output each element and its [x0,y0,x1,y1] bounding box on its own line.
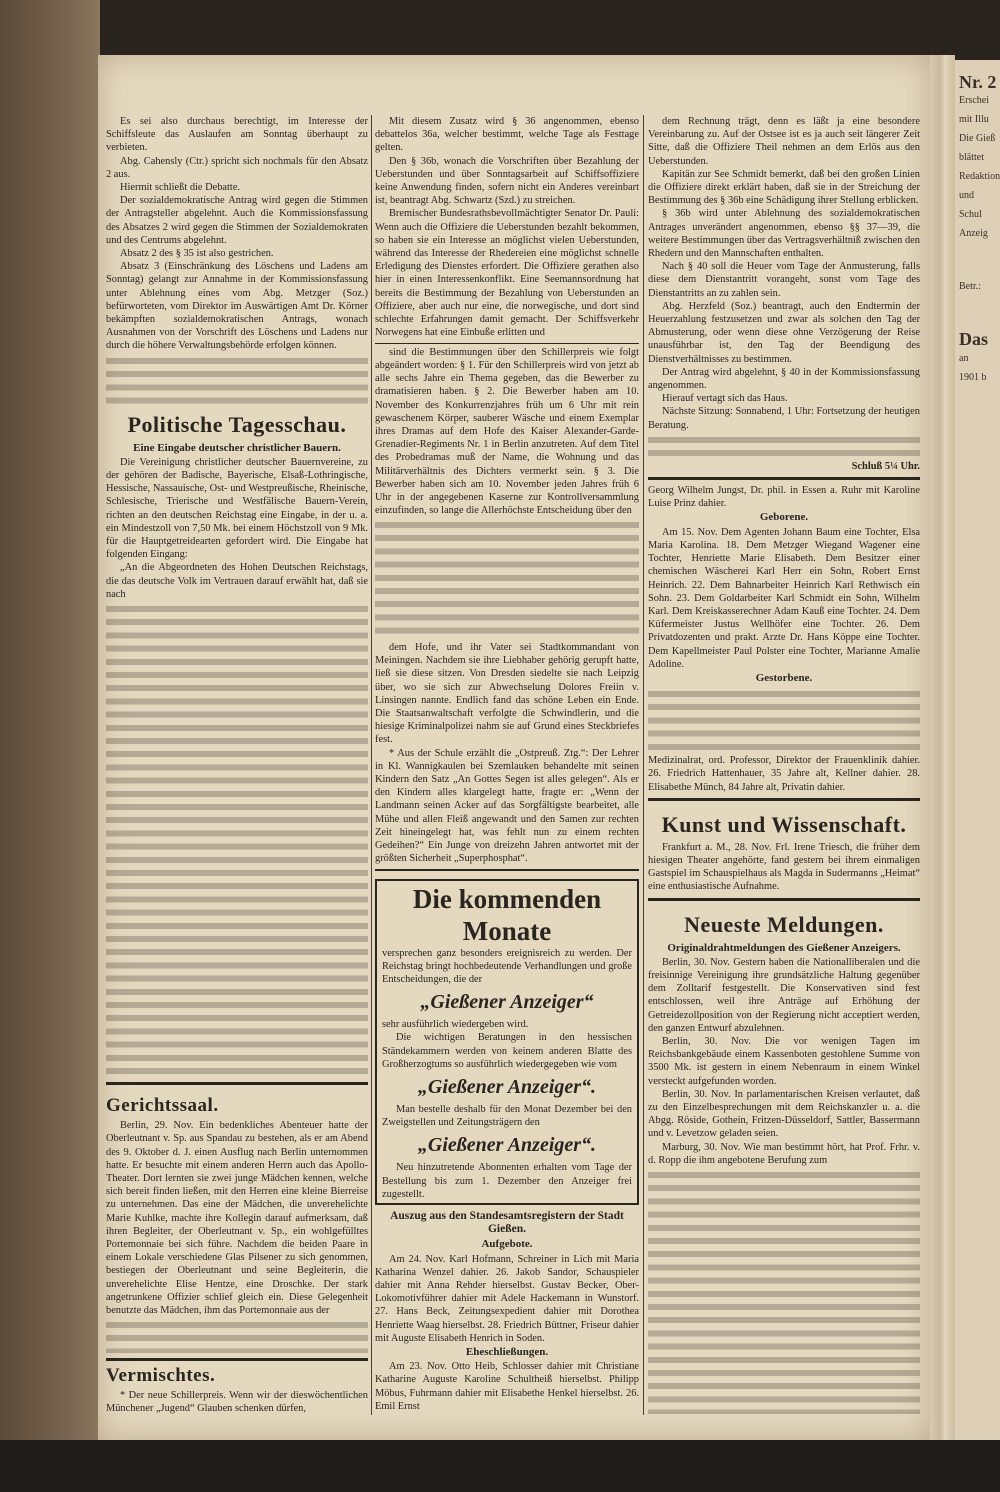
subsection-title: Aufgebote. [481,1238,533,1251]
aufgebote-text: Am 24. Nov. Karl Hofmann, Schreiner in Lich mit Maria Katharina Wenzel dahier. 26. Jakob Sandor, Schauspieler dahier mit Anna Rehder hierselbst. Gustav Becker, Ober-Lokomotivführer dahier mit Adele Hackemann in Wunstorf. 27. Hans Beck, Zeitungsexpedient dahier mit Dorothea Henriette Waag hierselbst. 28. Friedrich Büttner, Friseur dahier mit Auguste Elisabeth Henrich in Soden. [375,1253,639,1344]
section-title-neueste-meldungen: Neueste Meldungen. [684,911,884,937]
illegible-text [648,687,920,753]
paragraph: Hiermit schließt die Debatte. [120,182,241,194]
paragraph: Der sozialdemokratische Antrag wird gegen die Stimmen der Antragsteller abgelehnt. Auch die Kommissionsfassung des Absatzes 2 wird gegen die Stimmen der Sozialdemokraten und des Centrums abgelehnt. [106,195,368,246]
gestorbene-text: Medizinalrat, ord. Professor, Direktor der Frauenklinik dahier. 26. Friedrich Hattenhauer, 35 Jahre alt, Kellner dahier. 28. Elisabethe Münch, 84 Jahre alt, Privatin dahier. [648,755,920,793]
reichstag-report-cont [375,115,639,339]
adjacent-page-text: und [959,190,974,201]
adjacent-page-text: 1901 b [959,372,987,383]
adjacent-page-text: Anzeig [959,228,988,239]
subsection-title: Geborene. [759,511,809,524]
section-divider [106,1358,368,1361]
paragraph: Bremischer Bundesrathsbevollmächtigter Senator Dr. Pauli: Wenn auch die Offiziere die Ueberstunden bezahlt bekommen, so haben sie ein Interesse an möglichst vielen Ueberstunden, während das Interesse der Rhedereien eine möglichst schnelle Erledigung des Dienstes erfordert. Die Offiziere gerathen also hier in einen Interessenkonflikt. Eine Seemannsordnung hat bereits die Bestimmung der Bezahlung von Ueberstunden an Offiziere, aber auch nur eine, die norwegische, und dort sind schlechte Erfahrungen damit gemacht. Der Schiffsverkehr Norwegens hat eine Einbuße erlitten und [375,208,639,339]
section-title-gerichtssaal: Gerichtssaal. [106,1095,219,1117]
eheschliessungen-text: Am 23. Nov. Otto Heib, Schlosser dahier mit Christiane Katharine Auguste Karoline Schultheiß hierselbst. Philipp Möbus, Fuhrmann dahier mit Elisabethe Henkel hierselbst. 26. Emil Ernst [375,1361,639,1412]
paragraph: Berlin, 30. Nov. Gestern haben die Nationalliberalen und die freisinnige Vereinigung ihre grundsätzliche Haltung gegenüber dem Zolltarif festgestellt. Die Konservativen sind fest entschlossen, weil ihre Anträge auf Erhöhung der Getreidezollposition von der Regierung nicht acceptiert werden, den ganzen Entwurf abzulehnen. [648,956,920,1034]
paragraph: Absatz 2 des § 35 ist also gestrichen. [120,248,274,260]
article-subtitle: Originaldrahtmeldungen des Gießener Anzeigers. [667,941,901,954]
illegible-text [648,433,920,459]
paragraph: § 36b wird unter Ablehnung des sozialdemokratischen Antrages unverändert angenommen, ebenso §§ 37—39, die weitere Bestimmungen über das Vertragsverhältniß zwischen den Rhedern und den Mannschaften enthalten. [648,208,920,260]
paragraph: Die Vereinigung christlicher deutscher Bauernvereine, zu der gehören der Badische, Bayerische, Elsaß-Lothringische, Hessische, Nassauische, Ost- und Westpreußische, Rheinische, Schlesische, Trierische und Westfälische Bauern-Verein, richten an den deutschen Reichstag eine Eingabe, in der u. a. ein Mindestzoll von 7,50 Mk. bei einem Höchstzoll von 9 Mk. für die Hauptgetreidearten gefordert wird. Die Eingabe hat folgenden Eingang: [106,456,368,561]
section-divider [648,798,920,801]
standesamt-cont: Georg Wilhelm Jungst, Dr. phil. in Essen a. Ruhr mit Karoline Luise Prinz dahier. [648,485,920,510]
paragraph: Marburg, 30. Nov. Wie man bestimmt hört, hat Prof. Frhr. v. d. Ropp die ihm angebotene Berufung zum [648,1141,920,1166]
adjacent-page-text: mit Illu [959,114,989,125]
adjacent-page-text: Das [959,329,989,349]
news-wires [648,956,920,1167]
scan-background-bottom [0,1440,1000,1492]
paragraph: Absatz 3 (Einschränkung des Löschens und Ladens am Sonntag) gelangt zur Annahme in der Kommissionsfassung unter Ablehnung eines vom Abg. Metzger (Soz.) befürworteten, vom Direktor im Auswärtigen Amt Dr. Körner bekämpften sozialdemokratischen Antrags, wonach Ausnahmen von der Vorschrift des Löschens und Ladens nur durch die höhere Verwaltungsbehörde erfolgen können. [106,261,368,352]
schillerpreis-article [375,346,639,518]
ad-headline: Die kommenden Monate [412,883,602,946]
section-divider [375,869,639,870]
section-title-vermischtes: Vermischtes. [106,1364,216,1386]
column-1 [106,115,368,1415]
paragraph: Abg. Cahensly (Ctr.) spricht sich nochmals für den Absatz 2 aus. [106,155,368,180]
paragraph: Hierauf vertagt sich das Haus. [662,393,788,405]
subsection-title: Gestorbene. [755,671,813,684]
session-close-time: Schluß 5¼ Uhr. [851,460,920,472]
adjacent-page-text: an [959,353,969,364]
kunst-text: Frankfurt a. M., 28. Nov. Frl. Irene Triesch, die früher dem hiesigen Theater angehörte, fand gestern bei ihrem einmaligen Gastspiel im Schauspielhaus als Magda in Sudermanns „Heimat“ eine enthusiastische Aufnahme. [648,841,920,893]
paragraph: Kapitän zur See Schmidt bemerkt, daß bei den großen Linien die Offiziere direkt erklärt haben, daß sie in der Streichung der Bestimmung des § 36b eine Schädigung ihrer Stellung erblicken. [648,168,920,207]
paragraph: Den § 36b, wonach die Vorschriften über Bezahlung der Ueberstunden und über Sonntagsarbeit auf Schiffsoffiziere keine Anwendung finden, sofern nicht ein Anderes vereinbart ist, beantragt Abg. Schwartz (Szd.) zu streichen. [375,155,639,207]
adjacent-page-text: Erschei [959,95,989,106]
paragraph: Es sei also durchaus berechtigt, im Interesse der Schiffsleute das Auslaufen am Sonntag überhaupt zu verbieten. [106,116,368,154]
newspaper-name: „Gießener Anzeiger“ [420,991,594,1014]
adjacent-page [955,60,1000,1440]
scan-background-left [0,0,100,1492]
subsection-title: Eheschließungen. [465,1346,549,1358]
paragraph: Berlin, 29. Nov. Ein bedenkliches Abenteuer hatte der Oberleutnant v. Sp. aus Spandau zu bestehen, als er am Abend des 9. Oktober d. J. einen Ausflug nach Berlin unternommen hatte. Er besuchte mit einem anderen Herrn auch das Apollo-Theater. Dort lernten sie zwei junge Mädchen kennen, welche sich bereit finden ließen, mit den Herren eine kleine Bierreise zu unternehmen. Das eine der Mädchen, die unverehelichte Marie Kuhlke, machte ihre Kollegin darauf aufmerksam, daß ihren Begleiter, der Oberleutnant v. Sp., ein wohlgefülltes Portemonnaie bei sich führe. Nachdem die beiden Paare in einem Lokale verschiedene Glas Pilsener zu sich genommen, bestiegen der Oberleutnant und seine Begleiterin, die unverehelichte Elise Hentze, eine Droschke. Der stark angetrunkene Offizier schlief gleich ein. Diese Gelegenheit benutzte das Mädchen, ihm das Portemonnaie aus der [106,1120,368,1316]
paragraph: Mit diesem Zusatz wird § 36 angenommen, ebenso debattelos 36a, welcher bestimmt, welche Tage als Festtage gelten. [375,116,639,154]
ad-text: Neu hinzutretende Abonnenten erhalten vom Tage der Bestellung bis zum 1. Dezember den Anzeiger frei zugestellt. [382,1162,632,1200]
ad-text: sehr ausführlich wiedergeben wird. [382,1019,529,1031]
subscription-advertisement [375,879,639,1205]
reichstag-report-cont [648,115,920,432]
paragraph: „An die Abgeordneten des Hohen Deutschen Reichstags, die das deutsche Volk im Vertrauen darauf erwählt hat, daß sie nach [106,562,368,600]
section-title-politische-tagesschau: Politische Tagesschau. [127,411,347,437]
adjacent-page-text: blättet [959,152,984,163]
paragraph: dem Rechnung trägt, denn es läßt ja eine besondere Vereinbarung zu. Auf der Ostsee ist es ja auch seit längerer Zeit Sitte, daß die Offiziere Theil nehmen an dem Erlös aus den Ueberstunden. [648,116,920,167]
ad-text: Man bestelle deshalb für den Monat Dezember bei den Zweigstellen und Zeitungsträgern den [382,1103,632,1129]
illegible-text [106,354,368,404]
ad-text: Die wichtigen Beratungen in den hessischen Ständekammern werden von keinem anderen Blatte des Großherzogtums so ausführlich wiedergegeben wie vom [382,1032,632,1070]
section-title-kunst: Kunst und Wissenschaft. [661,811,907,837]
column-3 [648,115,920,1415]
page-gutter [930,55,955,1440]
column-2 [375,115,639,1415]
section-divider [106,1082,368,1085]
section-divider [648,898,920,901]
paragraph: dem Hofe, und ihr Vater sei Stadtkommandant von Meiningen. Nachdem sie ihre Liebhaber gehörig gerupft hatte, ließ sie diese sitzen. Von Dresden siedelte sie nach Leipzig über, wo sie sich zur Abwechselung Dolores Freiin v. Linsingen nannte. Endlich fand das schöne Leben ein Ende. Die Staatsanwaltschaft verfolgte die Schwindlerin, und die hiesige Kriminalpolizei nahm sie auf Grund eines Steckbriefes fest. [375,641,639,746]
paragraph: * Der neue Schillerpreis. Wenn wir der dieswöchentlichen Münchener „Jugend“ Glauben schenken dürfen, [106,1389,368,1414]
adjacent-page-text: Betr.: [959,281,981,292]
article-subtitle: Eine Eingabe deutscher christlicher Bauern. [133,441,341,454]
illegible-text [106,602,368,1077]
illegible-text [375,518,639,640]
column-rule [643,115,644,1415]
adjacent-page-text: Schul [959,209,982,220]
paragraph: sind die Bestimmungen über den Schillerpreis wie folgt abgeändert worden: § 1. Für den Schillerpreis wird von jetzt ab alle sechs Jahre ein Thema gegeben, das die Bewerber zu dramatisieren haben. § 2. Die Bewerber haben am 10. November des Konkurrenzjahres früh um 6 Uhr mit rein gewaschenem Körper, sauberer Wäsche und einem Exemplar ihres Dramas auf dem Hofe des Kaiser Alexander-Garde-Grenadier-Regiments Nr. 1 in Berlin anzutreten. Auf dem Titel des Probedramas muß der Name, die Wohnung und das Militärverhältnis des Dichters vermerkt sein. § 3. Die Bewerber haben sich am 10. November jeden Jahres früh 6 Uhr in der angegebenen Kaserne zur Kontrollversammlung einzufinden, so lange die Allerhöchste Entscheidung über den [375,346,639,517]
paragraph: Nächste Sitzung: Sonnabend, 1 Uhr: Fortsetzung der heutigen Beratung. [648,406,920,431]
article-body [106,456,368,601]
illegible-text [106,1318,368,1352]
article-body [106,1389,368,1415]
illegible-text [648,1168,920,1414]
newspaper-name: „Gießener Anzeiger“. [417,1134,597,1157]
section-title-standesamt: Auszug aus den Standesamtsregistern der Stadt Gießen. [390,1209,624,1236]
newspaper-name: „Gießener Anzeiger“. [417,1075,597,1098]
section-divider [648,477,920,480]
paragraph: * Aus der Schule erzählt die „Ostpreuß. Ztg.“: Der Lehrer in Kl. Wannigkaulen bei Szemlauken behandelte mit seinen Kindern den Satz „An Gottes Segen ist alles gelegen“. Als er den Kindern alles klargelegt hatte, fragte er: „Wenn der Landmann seinen Acker auf das Sorgfältigste bearbeitet, alle Mühe und allen Fleiß angewandt und den Samen zur rechten Zeit hineingelegt hat, was fehlt nun zu einem rechten Gedeihen?“ Ein Junge von dreizehn Jahren antwortet mit der größten Sicherheit „Superphosphat“. [375,747,639,865]
paragraph: Berlin, 30. Nov. In parlamentarischen Kreisen verlautet, daß zu den Einzelbesprechungen mit dem Reichskanzler u. a. die Abgg. Röside, Gothein, Fritzen-Düsseldorf, Sattler, Bassermann und v. Levetzow geladen seien. [648,1088,920,1140]
paragraph: Abg. Herzfeld (Soz.) beantragt, auch den Endtermin der Heuerzahlung festzusetzen und zwar als solchen den Tag der Abmusterung, oder wenn diese ohne Verzögerung der Reise unausführbar ist, den Tag der Beendigung des Dienstverhältnisses zu bestimmen. [648,300,920,365]
paragraph: Berlin, 30. Nov. Die vor wenigen Tagen im Reichsbankgebäude einem Kassenboten gestohlene Summe von 3500 Mk. ist gestern in einem Nebenraum in einem Winkel versteckt aufgefunden worden. [648,1035,920,1087]
paragraph: Der Antrag wird abgelehnt, § 40 in der Kommissionsfassung angenommen. [648,366,920,392]
adjacent-page-text: Redaktion [959,171,1000,182]
reichstag-report-cont [106,115,368,353]
issue-number: Nr. 2 [959,72,997,92]
ad-text: versprechen ganz besonders ereignisreich zu werden. Der Reichstag bringt hochbedeutende Verhandlungen und große Entscheidungen, die der [382,947,632,985]
adjacent-page-text: Die Gieß [959,133,996,144]
paragraph: Nach § 40 soll die Heuer vom Tage der Anmusterung, falls diese dem Dienstantritt vorangeht, sonst vom Tage des Dienstantritts an zu zahlen sein. [648,261,920,299]
article-body [106,1119,368,1317]
vermischtes-cont [375,641,639,865]
geborene-text: Am 15. Nov. Dem Agenten Johann Baum eine Tochter, Elsa Maria Karolina. 18. Dem Metzger Wiegand Wagener eine Tochter, Henriette Marie Elisabeth. Dem Besitzer einer chemischen Wäscherei Karl Herr ein Sohn, Robert Ernst Heinrich. 22. Dem Bahnarbeiter Heinrich Karl Rethwisch ein Sohn. 23. Dem Goldarbeiter Karl Schmidt ein Sohn, Wilhelm Karl. Dem Kreiskasserechner Adam Kauß eine Tochter. 24. Dem Küfermeister Justus Wellhöfer eine Tochter. 26. Dem Privatdozenten und prakt. Arzte Dr. Hans Köppe eine Tochter. Dem Kapellmeister Paul Polster eine Tochter, Marianne Amalie Adoline. [648,526,920,670]
column-rule [371,115,372,1415]
